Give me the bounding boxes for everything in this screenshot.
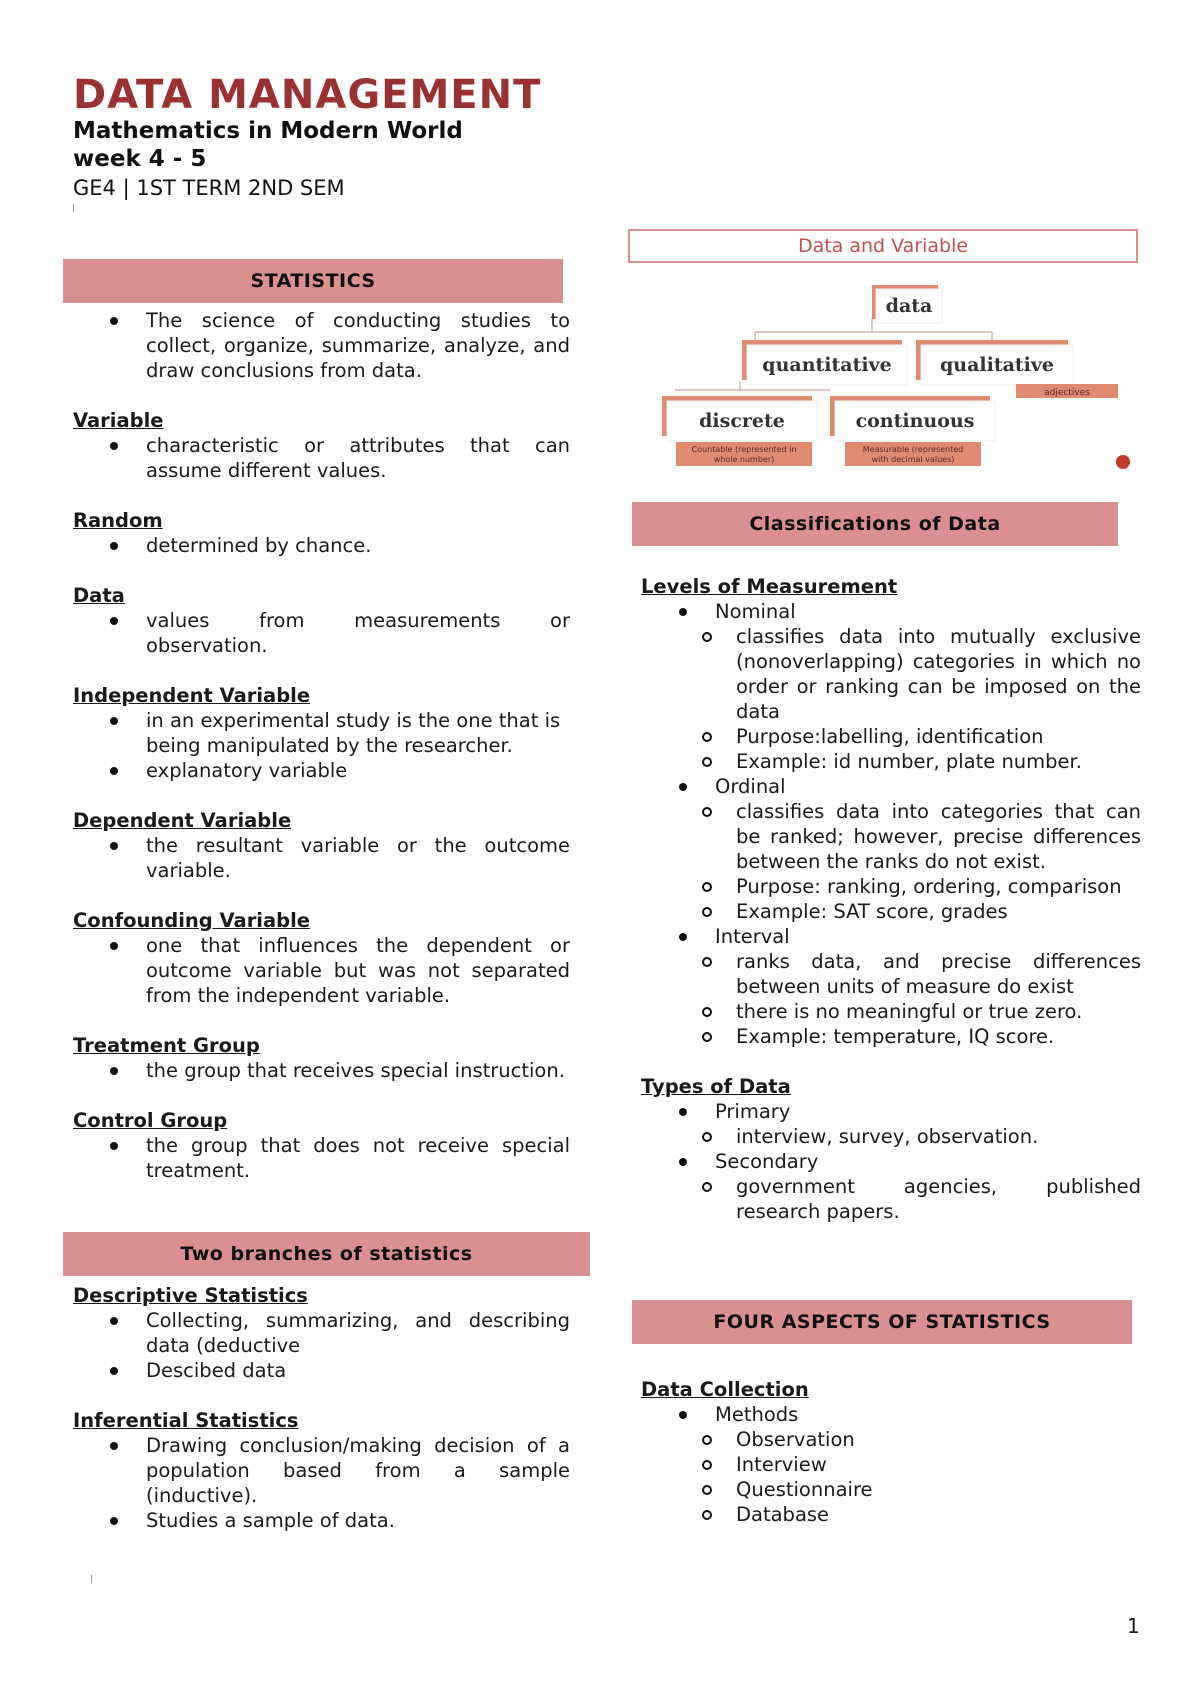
dot-icon bbox=[1116, 455, 1130, 469]
continuous-note: with decimal values) bbox=[871, 455, 955, 464]
term-dependent-variable bbox=[73, 808, 570, 883]
continuous-note: Measurable (represented bbox=[862, 445, 964, 454]
type-secondary: Secondary bbox=[641, 1149, 1141, 1174]
node-quantitative bbox=[742, 340, 907, 385]
qualitative-note: adjectives bbox=[1044, 388, 1090, 398]
week-label: week 4 - 5 bbox=[73, 146, 207, 172]
list-item: Example: SAT score, grades bbox=[641, 899, 1141, 924]
primary-details bbox=[641, 1124, 1141, 1149]
term-heading: Descriptive Statistics bbox=[73, 1284, 308, 1307]
levels-list bbox=[641, 924, 1141, 949]
term-treatment-group bbox=[73, 1033, 570, 1083]
list-item: The science of conducting studies to collect, organize, summarize, analyze, and draw conclusions from data. bbox=[73, 308, 570, 383]
left-column bbox=[73, 306, 570, 1183]
term-heading: Variable bbox=[73, 409, 164, 432]
methods-list bbox=[641, 1402, 1141, 1427]
term-variable bbox=[73, 408, 570, 483]
level-nominal bbox=[641, 599, 1141, 624]
list-item: government agencies, published research papers. bbox=[641, 1174, 1141, 1224]
node-data bbox=[872, 285, 942, 323]
node-label: qualitative bbox=[939, 354, 1055, 376]
term-independent-variable bbox=[73, 683, 570, 783]
footer-marker bbox=[91, 1575, 92, 1583]
list-item: there is no meaningful or true zero. bbox=[641, 999, 1141, 1024]
term-heading: Data bbox=[73, 584, 125, 607]
branches-header: Two branches of statistics bbox=[63, 1232, 590, 1276]
term-heading: Random bbox=[73, 509, 163, 532]
list-item: the group that does not receive special treatment. bbox=[73, 1133, 570, 1183]
secondary-details bbox=[641, 1174, 1141, 1224]
node-label: discrete bbox=[699, 410, 785, 432]
list-item: Descibed data bbox=[73, 1358, 570, 1383]
descriptive-statistics bbox=[73, 1283, 570, 1383]
interval-details bbox=[641, 949, 1141, 1049]
list-item: Example: temperature, IQ score. bbox=[641, 1024, 1141, 1049]
types-heading: Types of Data bbox=[641, 1075, 791, 1098]
data-variable-diagram bbox=[650, 280, 1140, 470]
subject-title: Mathematics in Modern World bbox=[73, 118, 463, 144]
node-label: data bbox=[885, 295, 933, 317]
diagram-title: Data and Variable bbox=[628, 229, 1138, 263]
term-control-group bbox=[73, 1108, 570, 1183]
statistics-definition-list bbox=[73, 308, 570, 383]
term-confounding-variable bbox=[73, 908, 570, 1008]
list-item: one that influences the dependent or outcome variable but was not separated from the independent variable. bbox=[73, 933, 570, 1008]
methods-label: Methods bbox=[641, 1402, 1141, 1427]
discrete-note: Countable (represented in bbox=[691, 445, 797, 454]
list-item: Drawing conclusion/making decision of a population based from a sample (inductive). bbox=[73, 1433, 570, 1508]
classifications-header: Classifications of Data bbox=[632, 502, 1118, 546]
statistics-header: STATISTICS bbox=[63, 259, 563, 303]
data-collection-section bbox=[641, 1377, 1141, 1527]
level-interval: Interval bbox=[641, 924, 1141, 949]
term-heading: Treatment Group bbox=[73, 1034, 260, 1057]
types-list bbox=[641, 1099, 1141, 1124]
list-item: classifies data into categories that can be ranked; however, precise differences between the ranks do not exist. bbox=[641, 799, 1141, 874]
list-item: values from measurements or observation. bbox=[73, 608, 570, 658]
list-item: the group that receives special instruction. bbox=[73, 1058, 570, 1083]
type-primary: Primary bbox=[641, 1099, 1141, 1124]
node-label: quantitative bbox=[762, 354, 892, 376]
inferential-statistics bbox=[73, 1408, 570, 1533]
list-item: Collecting, summarizing, and describing data (deductive bbox=[73, 1308, 570, 1358]
collection-heading: Data Collection bbox=[641, 1378, 809, 1401]
term-heading: Independent Variable bbox=[73, 684, 311, 707]
branches-section bbox=[73, 1283, 570, 1533]
node-label: continuous bbox=[855, 410, 975, 432]
levels-list bbox=[641, 599, 1141, 624]
list-item: classifies data into mutually exclusive (nonoverlapping) categories in which no order or ranking can be imposed on the data bbox=[641, 624, 1141, 724]
types-list bbox=[641, 1149, 1141, 1174]
four-aspects-header: FOUR ASPECTS OF STATISTICS bbox=[632, 1300, 1132, 1344]
list-item: Observation bbox=[641, 1427, 1141, 1452]
levels-heading: Levels of Measurement bbox=[641, 575, 898, 598]
right-column bbox=[641, 574, 1141, 1224]
node-qualitative bbox=[916, 340, 1073, 385]
list-item: Purpose:labelling, identification bbox=[641, 724, 1141, 749]
term-heading: Inferential Statistics bbox=[73, 1409, 299, 1432]
list-item: Interview bbox=[641, 1452, 1141, 1477]
list-item: determined by chance. bbox=[73, 533, 570, 558]
list-item: Purpose: ranking, ordering, comparison bbox=[641, 874, 1141, 899]
level-ordinal: Ordinal bbox=[641, 774, 1141, 799]
page-number: 1 bbox=[1127, 1614, 1140, 1638]
node-discrete bbox=[662, 396, 817, 441]
list-item: Studies a sample of data. bbox=[73, 1508, 570, 1533]
list-item: interview, survey, observation. bbox=[641, 1124, 1141, 1149]
term-heading: Control Group bbox=[73, 1109, 228, 1132]
ordinal-details bbox=[641, 799, 1141, 924]
header-marker bbox=[73, 204, 74, 212]
term-heading: Dependent Variable bbox=[73, 809, 292, 832]
nominal-details bbox=[641, 624, 1141, 774]
list-item: in an experimental study is the one that is being manipulated by the researcher. bbox=[73, 708, 570, 758]
methods-details bbox=[641, 1427, 1141, 1527]
level-label: Nominal bbox=[715, 600, 796, 623]
term-heading: Confounding Variable bbox=[73, 909, 311, 932]
levels-list bbox=[641, 774, 1141, 799]
page-title: DATA MANAGEMENT bbox=[73, 72, 542, 118]
term-label: GE4 | 1ST TERM 2ND SEM bbox=[73, 176, 345, 200]
list-item: Database bbox=[641, 1502, 1141, 1527]
list-item: explanatory variable bbox=[73, 758, 570, 783]
term-random bbox=[73, 508, 570, 558]
list-item: characteristic or attributes that can assume different values. bbox=[73, 433, 570, 483]
list-item: ranks data, and precise differences between units of measure do exist bbox=[641, 949, 1141, 999]
list-item: Example: id number, plate number. bbox=[641, 749, 1141, 774]
list-item: the resultant variable or the outcome variable. bbox=[73, 833, 570, 883]
term-data bbox=[73, 583, 570, 658]
node-continuous bbox=[830, 396, 995, 441]
list-item: Questionnaire bbox=[641, 1477, 1141, 1502]
discrete-note: whole number) bbox=[713, 455, 775, 464]
